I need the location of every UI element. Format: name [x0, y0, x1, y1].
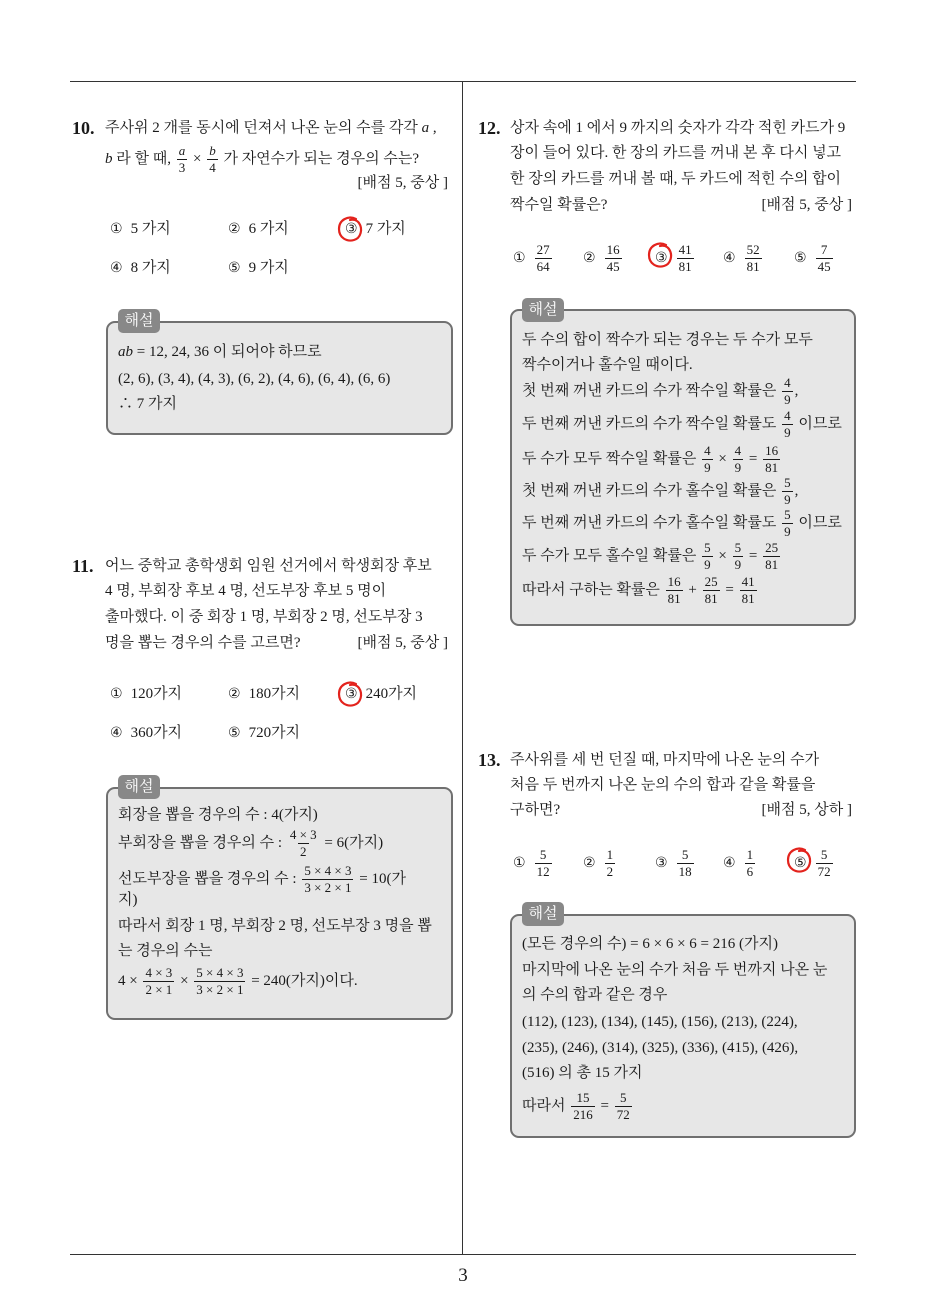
score-label: [배점 5, 상하 ] [761, 802, 852, 818]
fraction [740, 575, 757, 606]
solution-line: 마지막에 나온 눈의 수가 처음 두 번까지 나온 눈 [522, 962, 828, 978]
fraction [733, 541, 744, 572]
denominator: 18 [678, 864, 692, 879]
choice-symbol: ④ [110, 260, 123, 276]
solution-line [118, 965, 358, 997]
solution-text: 두 번째 꺼낸 카드의 수가 짝수일 확률도 [522, 415, 781, 432]
question-stem-line: 4 명, 부회장 후보 4 명, 선도부장 후보 5 명이 [105, 583, 387, 599]
page-number: 3 [458, 1265, 468, 1286]
solution-text: 부회장을 뽑을 경우의 수 : [118, 834, 286, 851]
solution-text: = 10(가 [355, 870, 406, 887]
solution-text: 이므로 [794, 514, 842, 531]
choice-2 [583, 847, 617, 879]
numerator: 5 × 4 × 3 [196, 965, 244, 980]
solution-tab: 해설 [118, 309, 160, 333]
solution-text: 이 되어야 하므로 [208, 344, 322, 360]
denominator: 81 [667, 591, 681, 606]
solution-text: = 6(가지) [320, 834, 384, 851]
numerator: 16 [765, 443, 779, 458]
numerator: 5 [734, 540, 742, 555]
answer-mark-circle [335, 213, 365, 245]
solution-math: 4 × [118, 972, 142, 989]
question-stem-line [105, 143, 419, 175]
score-label: [배점 5, 중상 ] [761, 197, 852, 213]
choice-2 [583, 242, 624, 274]
denominator: 9 [734, 460, 742, 475]
question-stem-line: 짝수일 확률은? [510, 197, 608, 213]
solution-line: (235), (246), (314), (325), (336), (415), (426), [522, 1040, 799, 1056]
question-stem-line: 상자 속에 1 에서 9 까지의 숫자가 각각 적힌 카드가 9 [510, 120, 846, 136]
operator: = [721, 581, 738, 598]
solution-text: 따라서 구하는 확률은 [522, 581, 664, 598]
numerator: b [209, 143, 216, 158]
operator: × [714, 547, 731, 564]
question-stem-line: 어느 중학교 총학생회 임원 선거에서 학생회장 후보 [105, 558, 432, 574]
numerator: 4 [784, 375, 791, 390]
choice-text: 720가지 [248, 725, 301, 741]
numerator: 1 [606, 847, 614, 862]
numerator: 4 × 3 [289, 827, 317, 842]
solution-line: 지) [118, 892, 138, 908]
choice-symbol: ② [228, 686, 241, 702]
solution-tab: 해설 [522, 902, 564, 926]
choice-text: 6 가지 [248, 221, 289, 237]
solution-line [522, 443, 782, 475]
choice-2 [228, 217, 289, 241]
choice-symbol: ⑤ [794, 249, 807, 266]
solution-text: 첫 번째 꺼낸 카드의 수가 홀수일 확률은 [522, 482, 781, 499]
numerator: 5 [619, 1090, 627, 1105]
numerator: 7 [820, 242, 828, 257]
fraction [782, 376, 793, 407]
numerator: a [178, 143, 186, 158]
fraction [615, 1091, 632, 1122]
solution-text: , [794, 482, 799, 499]
fraction [535, 848, 552, 879]
fraction [816, 848, 833, 879]
fraction [177, 144, 188, 175]
choice-3 [655, 847, 696, 879]
choice-symbol: ② [228, 221, 241, 237]
choice-text: 5 가지 [130, 221, 171, 237]
choice-1 [513, 242, 554, 274]
stem-text: , [429, 120, 437, 136]
choice-symbol: ① [110, 221, 123, 237]
numerator: 16 [667, 574, 681, 589]
fraction [763, 541, 780, 572]
choice-symbol: ③ [345, 686, 358, 702]
choice-symbol: ⑤ [794, 854, 807, 871]
numerator: 5 [784, 475, 791, 490]
fraction [763, 444, 780, 475]
denominator: 9 [734, 557, 742, 572]
denominator: 216 [573, 1107, 593, 1122]
choice-symbol: ④ [110, 725, 123, 741]
choice-text: 8 가지 [130, 260, 171, 276]
choice-5 [228, 256, 289, 280]
question-stem-line: 한 장의 카드를 꺼내 볼 때, 두 카드에 적힌 수의 합이 [510, 171, 842, 187]
fraction [288, 828, 319, 859]
choice-symbol: ④ [723, 249, 736, 266]
operator: = [745, 450, 762, 467]
denominator: 2 × 1 [145, 982, 173, 997]
fraction [207, 144, 218, 175]
choice-symbol: ① [110, 686, 123, 702]
numerator: 4 [784, 408, 791, 423]
choice-symbol: ① [513, 249, 526, 266]
solution-text: 첫 번째 꺼낸 카드의 수가 짝수일 확률은 [522, 382, 781, 399]
choice-symbol: ② [583, 854, 596, 871]
question-stem-line: 장이 들어 있다. 한 장의 카드를 꺼내 본 후 다시 넣고 [510, 145, 842, 161]
numerator: 5 [820, 847, 828, 862]
solution-line: ∴ 7 가지 [118, 396, 177, 412]
denominator: 9 [784, 524, 791, 539]
numerator: 5 [681, 847, 689, 862]
fraction [143, 966, 174, 997]
choice-1 [513, 847, 554, 879]
denominator: 81 [678, 259, 692, 274]
fraction [733, 444, 744, 475]
fraction [816, 243, 833, 274]
solution-line [522, 1090, 634, 1122]
operator: × [176, 972, 193, 989]
choice-text: 120가지 [130, 686, 183, 702]
denominator: 9 [704, 460, 711, 475]
bottom-rule [70, 1254, 856, 1255]
fraction [703, 575, 720, 606]
question-number: 12. [478, 118, 501, 138]
solution-line [522, 540, 782, 572]
stem-text: 라 할 때, [112, 150, 175, 167]
operator: × [714, 450, 731, 467]
solution-line: 짝수이거나 홀수일 때이다. [522, 357, 693, 373]
solution-line: 는 경우의 수는 [118, 943, 213, 959]
question-stem-line: 주사위를 세 번 던질 때, 마지막에 나온 눈의 수가 [510, 752, 820, 768]
choice-symbol: ③ [655, 249, 668, 266]
operator: + [684, 581, 701, 598]
variable-b: b [105, 150, 113, 167]
fraction [677, 243, 694, 274]
numerator: 16 [606, 242, 620, 257]
denominator: 3 × 2 × 1 [304, 880, 352, 895]
solution-line: 두 수의 합이 짝수가 되는 경우는 두 수가 모두 [522, 332, 813, 348]
denominator: 9 [784, 492, 791, 507]
solution-text: 두 수가 모두 짝수일 확률은 [522, 450, 701, 467]
variable-ab: ab [118, 344, 133, 360]
solution-line [522, 475, 799, 507]
denominator: 81 [765, 460, 779, 475]
denominator: 72 [616, 1107, 630, 1122]
fraction [571, 1091, 595, 1122]
solution-line: 따라서 회장 1 명, 부회장 2 명, 선도부장 3 명을 뽑 [118, 918, 432, 934]
operator: = [596, 1097, 613, 1114]
numerator: 5 × 4 × 3 [304, 863, 352, 878]
denominator: 45 [817, 259, 831, 274]
numerator: 25 [765, 540, 779, 555]
choice-symbol: ③ [655, 854, 668, 871]
solution-math: = 12, 24, 36 [133, 344, 209, 360]
question-number: 13. [478, 750, 501, 770]
stem-text: 주사위 2 개를 동시에 던져서 나온 눈의 수를 각각 [105, 120, 422, 136]
solution-tab: 해설 [118, 775, 160, 799]
denominator: 81 [741, 591, 755, 606]
denominator: 12 [536, 864, 550, 879]
choice-symbol: ⑤ [228, 725, 241, 741]
solution-line: (2, 6), (3, 4), (4, 3), (6, 2), (4, 6), (6, 4), (6, 6) [118, 371, 391, 387]
question-stem-line: 구하면? [510, 802, 561, 818]
denominator: 64 [536, 259, 550, 274]
solution-line: 회장을 뽑을 경우의 수 : 4(가지) [118, 807, 318, 823]
solution-text: = 240(가지)이다. [247, 972, 358, 989]
choice-symbol: ③ [345, 221, 358, 237]
solution-text: 따라서 [522, 1097, 570, 1114]
solution-line [118, 340, 322, 364]
fraction [605, 243, 622, 274]
solution-line: (516) 의 총 15 가지 [522, 1065, 643, 1081]
fraction [605, 848, 616, 879]
fraction [745, 243, 762, 274]
choice-symbol: ② [583, 249, 596, 266]
solution-line [118, 863, 406, 895]
choice-text: 9 가지 [248, 260, 289, 276]
question-stem-line: 명을 뽑는 경우의 수를 고르면? [105, 635, 301, 651]
fraction [782, 476, 793, 507]
answer-mark-circle [645, 239, 675, 271]
operator: = [745, 547, 762, 564]
choice-5 [228, 721, 300, 745]
stem-text: 가 자연수가 되는 경우의 수는? [219, 150, 419, 167]
numerator: 15 [576, 1090, 590, 1105]
choice-4 [723, 242, 764, 274]
numerator: 25 [704, 574, 718, 589]
denominator: 4 [209, 160, 216, 175]
score-label: [배점 5, 중상 ] [357, 175, 448, 191]
denominator: 2 [300, 844, 307, 859]
question-number: 11. [72, 556, 94, 576]
variable-a: a [421, 120, 430, 136]
denominator: 81 [746, 259, 760, 274]
denominator: 9 [704, 557, 711, 572]
numerator: 4 × 3 [145, 965, 173, 980]
denominator: 2 [606, 864, 614, 879]
solution-line [118, 827, 384, 859]
choice-5 [794, 847, 835, 879]
fraction [194, 966, 245, 997]
question-stem-line: 처음 두 번까지 나온 눈의 수의 합과 같을 확률을 [510, 777, 816, 793]
solution-tab: 해설 [522, 298, 564, 322]
answer-mark-circle [335, 678, 365, 710]
denominator: 9 [784, 425, 791, 440]
numerator: 41 [678, 242, 692, 257]
numerator: 27 [536, 242, 550, 257]
question-stem-line [105, 116, 437, 140]
score-label: [배점 5, 중상 ] [357, 635, 448, 651]
choice-4 [110, 721, 182, 745]
column-divider [462, 82, 463, 1255]
choice-text: 360가지 [130, 725, 183, 741]
numerator: 41 [741, 574, 755, 589]
denominator: 81 [765, 557, 779, 572]
choice-4 [110, 256, 171, 280]
numerator: 5 [784, 507, 791, 522]
choice-text: 7 가지 [365, 221, 406, 237]
solution-text: 이므로 [794, 415, 842, 432]
denominator: 3 [178, 160, 186, 175]
numerator: 1 [746, 847, 754, 862]
fraction [782, 508, 793, 539]
choice-5 [794, 242, 835, 274]
solution-line [522, 574, 759, 606]
question-number: 10. [72, 118, 95, 138]
numerator: 5 [539, 847, 547, 862]
solution-line: 의 수의 합과 같은 경우 [522, 987, 668, 1003]
fraction [702, 444, 713, 475]
numerator: 4 [704, 443, 711, 458]
choice-4 [723, 847, 757, 879]
fraction [745, 848, 756, 879]
choice-2 [228, 682, 300, 706]
operator: × [189, 150, 206, 167]
question-stem-line: 출마했다. 이 중 회장 1 명, 부회장 2 명, 선도부장 3 [105, 609, 423, 625]
choice-symbol: ⑤ [228, 260, 241, 276]
choice-1 [110, 217, 171, 241]
choice-text: 180가지 [248, 686, 301, 702]
solution-text: 두 수가 모두 홀수일 확률은 [522, 547, 701, 564]
fraction [666, 575, 683, 606]
fraction [535, 243, 552, 274]
solution-line: (112), (123), (134), (145), (156), (213), (224), [522, 1014, 798, 1030]
fraction [702, 541, 713, 572]
solution-line [522, 375, 799, 407]
solution-text: 두 번째 꺼낸 카드의 수가 홀수일 확률도 [522, 514, 781, 531]
fraction [302, 864, 353, 895]
solution-line [522, 408, 842, 440]
denominator: 45 [606, 259, 620, 274]
numerator: 52 [746, 242, 760, 257]
solution-text: 선도부장을 뽑을 경우의 수 : [118, 870, 301, 887]
denominator: 72 [817, 864, 831, 879]
denominator: 9 [784, 392, 791, 407]
fraction [782, 409, 793, 440]
denominator: 81 [704, 591, 718, 606]
answer-mark-circle [784, 844, 814, 876]
solution-text: , [794, 382, 799, 399]
numerator: 4 [734, 443, 742, 458]
fraction [677, 848, 694, 879]
choice-1 [110, 682, 182, 706]
denominator: 6 [746, 864, 754, 879]
choice-symbol: ① [513, 854, 526, 871]
denominator: 3 × 2 × 1 [196, 982, 244, 997]
choice-text: 240가지 [365, 686, 418, 702]
choice-3 [345, 217, 406, 241]
choice-3 [345, 682, 417, 706]
numerator: 5 [704, 540, 711, 555]
top-rule [70, 81, 856, 82]
choice-symbol: ④ [723, 854, 736, 871]
solution-line [522, 507, 842, 539]
choice-3 [655, 242, 696, 274]
solution-line: (모든 경우의 수) = 6 × 6 × 6 = 216 (가지) [522, 936, 778, 952]
